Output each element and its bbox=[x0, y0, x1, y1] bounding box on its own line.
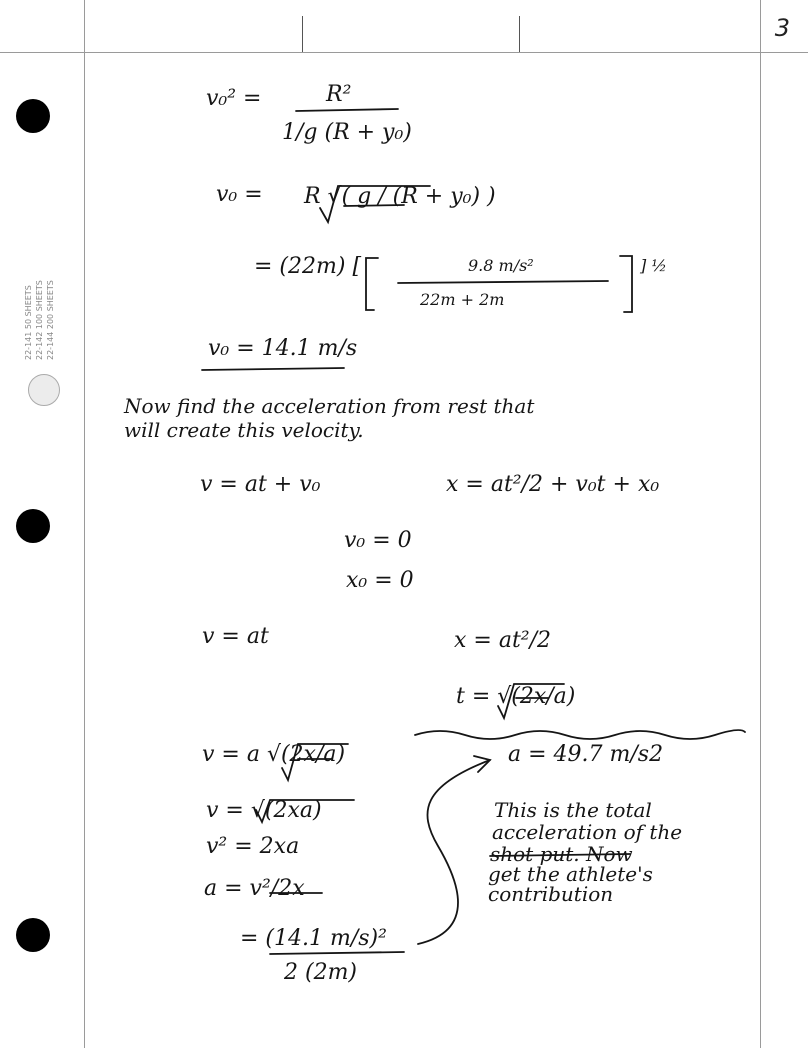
time-expression: t = √(2x/a) bbox=[456, 684, 576, 709]
eq3-suffix: ] ½ bbox=[640, 256, 667, 275]
note-2-line-3: shot put. Now bbox=[490, 842, 633, 866]
pad-label-line-2: 22-142 100 SHEETS bbox=[35, 280, 44, 360]
eq2-lhs: v₀ = bbox=[216, 182, 263, 207]
note-1-line-1: Now find the acceleration from rest that bbox=[124, 394, 535, 418]
result-arrow bbox=[418, 760, 490, 944]
acceleration-formula: a = v²/2x bbox=[204, 876, 305, 901]
acceleration-result: a = 49.7 m/s2 bbox=[508, 742, 664, 767]
separator-wave bbox=[415, 730, 745, 739]
substituted-velocity: v = a √(2x/a) bbox=[202, 742, 346, 767]
note-2-line-1: This is the total bbox=[494, 798, 652, 822]
eq3-fraction-bar bbox=[398, 281, 608, 283]
eq1-numerator: R² bbox=[326, 82, 352, 107]
note-2-line-5: contribution bbox=[488, 882, 614, 906]
final-fraction-bar bbox=[270, 952, 404, 954]
eq1-denominator: 1/g (R + y₀) bbox=[282, 120, 412, 145]
initial-position: x₀ = 0 bbox=[346, 568, 414, 593]
eq3-prefix: = (22m) [ bbox=[254, 254, 362, 279]
eq1-lhs: v₀² = bbox=[206, 86, 262, 111]
initial-velocity: v₀ = 0 bbox=[344, 528, 412, 553]
page-number: 3 bbox=[774, 14, 790, 42]
result-underline bbox=[202, 368, 344, 370]
note-2-line-2: acceleration of the bbox=[492, 820, 683, 844]
pad-label-line-1: 22-141 50 SHEETS bbox=[24, 285, 33, 360]
eq3-right-bracket bbox=[620, 256, 632, 312]
eq3-left-bracket bbox=[366, 258, 378, 310]
velocity-squared: v² = 2xa bbox=[206, 834, 300, 859]
eq1-fraction-bar bbox=[296, 109, 398, 111]
velocity-sqrt: v = √(2xa) bbox=[206, 798, 322, 823]
simplified-velocity: v = at bbox=[202, 624, 269, 649]
eq2-rhs: R √( g / (R + y₀) ) bbox=[304, 184, 496, 209]
pad-label-line-3: 22-144 200 SHEETS bbox=[46, 280, 55, 360]
note-2-line-4: get the athlete's bbox=[488, 862, 653, 886]
kinematic-position: x = at²/2 + v₀t + x₀ bbox=[446, 472, 660, 497]
note-1-line-2: will create this velocity. bbox=[124, 418, 364, 442]
acceleration-numerator: = (14.1 m/s)² bbox=[240, 926, 387, 951]
v0-result: v₀ = 14.1 m/s bbox=[208, 336, 358, 361]
kinematic-velocity: v = at + v₀ bbox=[200, 472, 321, 497]
simplified-position: x = at²/2 bbox=[454, 628, 552, 653]
eq3-numerator: 9.8 m/s² bbox=[468, 256, 534, 275]
eq3-denominator: 22m + 2m bbox=[420, 290, 505, 309]
acceleration-denominator: 2 (2m) bbox=[284, 960, 358, 985]
